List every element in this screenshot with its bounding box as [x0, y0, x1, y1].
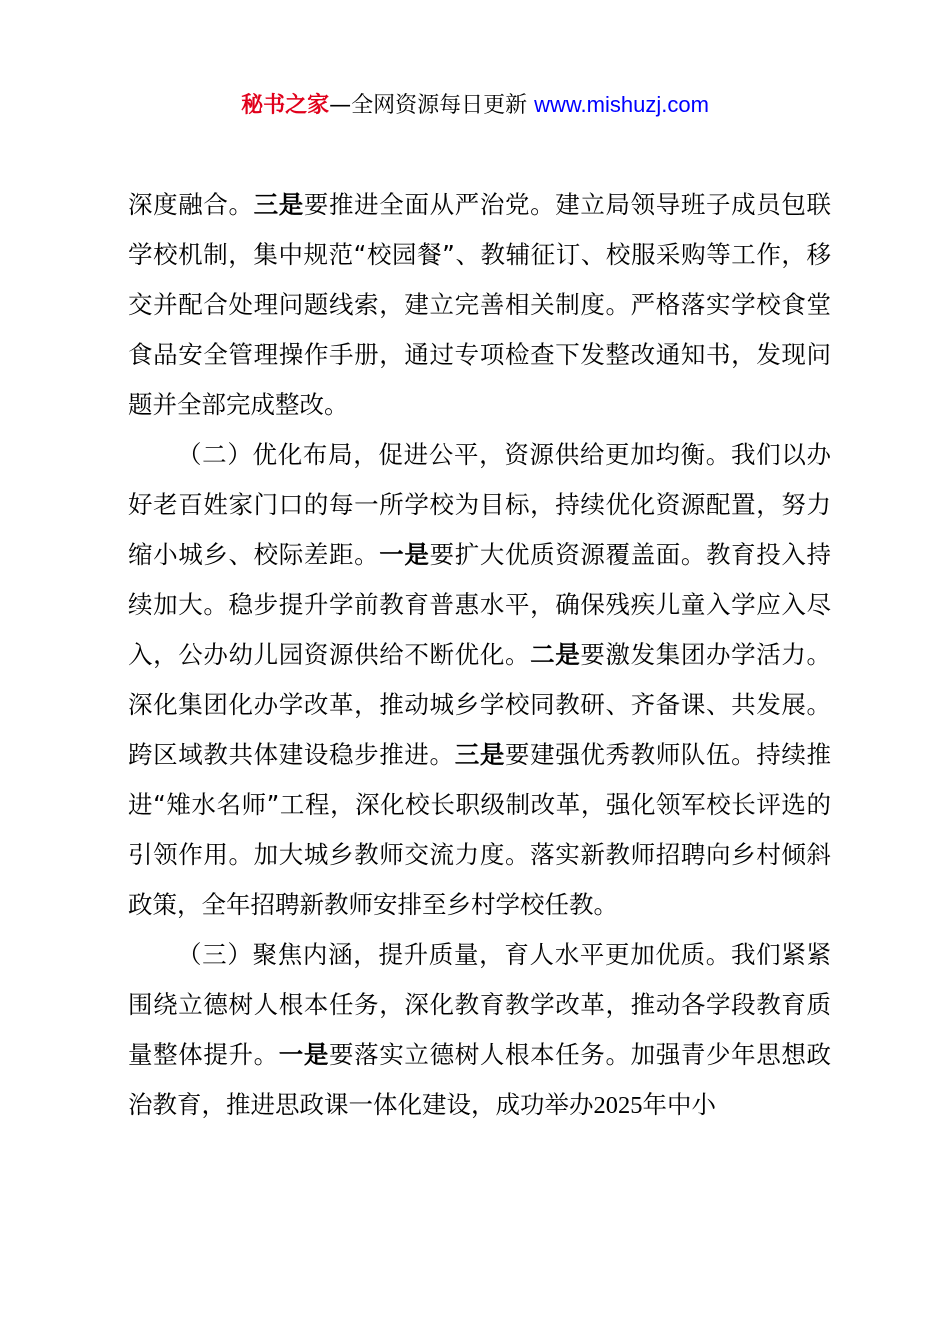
paragraph-1: 深度融合。三是要推进全面从严治党。建立局领导班子成员包联学校机制，集中规范“校园餐”、教辅征订、校服采购等工作，移交并配合处理问题线索，建立完善相关制度。严格落实学校食堂食品安全管理操作手册，通过专项检查下发整改通知书，发现问题并全部完成整改。 — [128, 190, 832, 419]
bold-marker: 三是 — [454, 740, 505, 769]
header-tagline: —全网资源每日更新 — [329, 93, 535, 118]
paragraph-2: （二）优化布局，促进公平，资源供给更加均衡。我们以办好老百姓家门口的每一所学校为目标，持续优化资源配置，努力缩小城乡、校际差距。一是要扩大优质资源覆盖面。教育投入持续加大。稳步提升学前教育普惠水平，确保残疾儿童入学应入尽入，公办幼儿园资源供给不断优化。二是要激发集团办学活力。深化集团化办学改革，推动城乡学校同教研、齐备课、共发展。跨区域教共体建设稳步推进。三是要建强优秀教师队伍。持续推进“雉水名师”工程，深化校长职级制改革，强化领军校长评选的引领作用。加大城乡教师交流力度。落实新教师招聘向乡村倾斜政策，全年招聘新教师安排至乡村学校任教。 — [128, 440, 832, 919]
bold-marker: 一是 — [379, 540, 430, 569]
paragraph-3: （三）聚焦内涵，提升质量，育人水平更加优质。我们紧紧围绕立德树人根本任务，深化教育教学改革，推动各学段教育质量整体提升。一是要落实立德树人根本任务。加强青少年思想政治教育，推进思政课一体化建设，成功举办2025年中小 — [128, 940, 832, 1119]
site-url-link[interactable]: www.mishuzj.com — [534, 92, 709, 117]
bold-marker: 三是 — [253, 190, 304, 219]
brand-name: 秘书之家 — [241, 93, 330, 118]
year-number: 2025 — [593, 1092, 643, 1119]
document-body — [128, 180, 831, 1131]
bold-marker: 二是 — [530, 640, 581, 669]
bold-marker: 一是 — [278, 1040, 330, 1069]
site-header — [0, 88, 950, 123]
